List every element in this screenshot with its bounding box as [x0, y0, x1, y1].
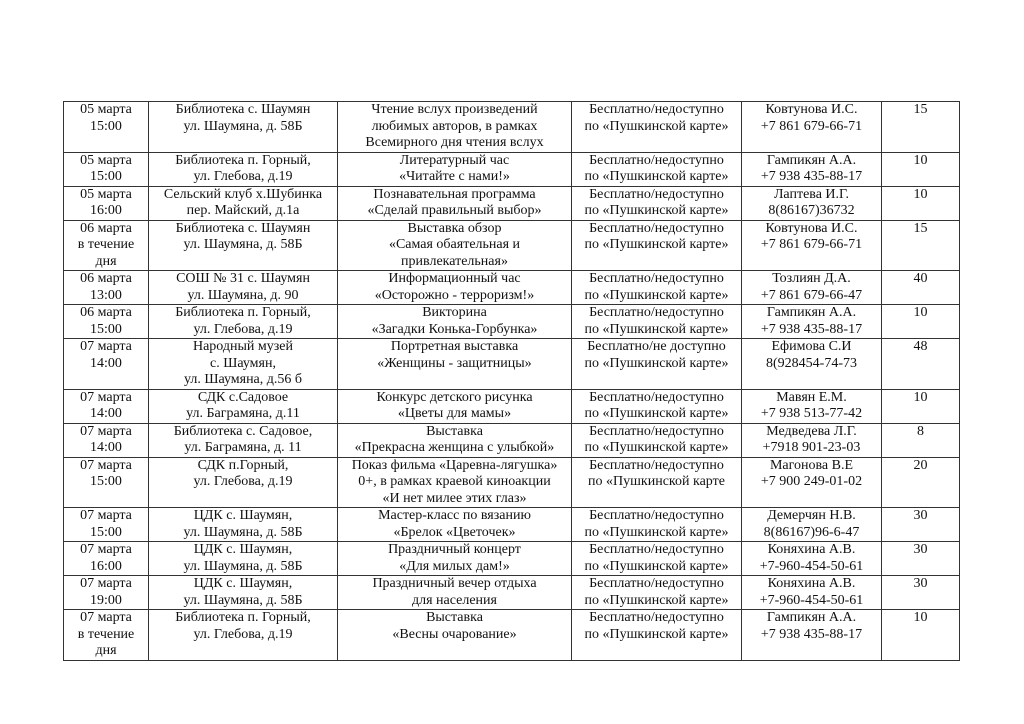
date-time-cell: 07 марта 14:00 [64, 389, 149, 423]
venue-cell: Библиотека с. Шаумян ул. Шаумяна, д. 58Б [149, 102, 338, 153]
price-cell: Бесплатно/недоступно по «Пушкинской карте» [572, 220, 742, 271]
price-cell: Бесплатно/недоступно по «Пушкинской карте [572, 457, 742, 508]
price-cell: Бесплатно/недоступно по «Пушкинской карте» [572, 152, 742, 186]
event-title-cell: Информационный час «Осторожно - терроризм!» [338, 271, 572, 305]
contact-cell: Демерчян Н.В. 8(86167)96-6-47 [742, 508, 882, 542]
venue-cell: Сельский клуб х.Шубинка пер. Майский, д.1а [149, 186, 338, 220]
date-time-cell: 05 марта 16:00 [64, 186, 149, 220]
attendance-cell: 15 [882, 102, 960, 153]
date-time-cell: 07 марта 14:00 [64, 423, 149, 457]
table-row [64, 576, 960, 610]
attendance-cell: 10 [882, 610, 960, 661]
event-title-cell: Познавательная программа «Сделай правильный выбор» [338, 186, 572, 220]
contact-cell: Ковтунова И.С. +7 861 679-66-71 [742, 102, 882, 153]
attendance-cell: 20 [882, 457, 960, 508]
venue-cell: Народный музей с. Шаумян, ул. Шаумяна, д.56 б [149, 339, 338, 390]
table-row [64, 186, 960, 220]
contact-cell: Коняхина А.В. +7-960-454-50-61 [742, 576, 882, 610]
table-row [64, 542, 960, 576]
contact-cell: Мавян Е.М. +7 938 513-77-42 [742, 389, 882, 423]
table-row [64, 305, 960, 339]
table-row [64, 508, 960, 542]
date-time-cell: 07 марта 16:00 [64, 542, 149, 576]
venue-cell: Библиотека п. Горный, ул. Глебова, д.19 [149, 305, 338, 339]
attendance-cell: 10 [882, 186, 960, 220]
attendance-cell: 30 [882, 576, 960, 610]
venue-cell: СОШ № 31 с. Шаумян ул. Шаумяна, д. 90 [149, 271, 338, 305]
event-title-cell: Выставка «Прекрасна женщина с улыбкой» [338, 423, 572, 457]
date-time-cell: 06 марта в течение дня [64, 220, 149, 271]
event-title-cell: Конкурс детского рисунка «Цветы для мамы» [338, 389, 572, 423]
venue-cell: ЦДК с. Шаумян, ул. Шаумяна, д. 58Б [149, 542, 338, 576]
event-title-cell: Портретная выставка «Женщины - защитницы» [338, 339, 572, 390]
attendance-cell: 10 [882, 305, 960, 339]
event-title-cell: Выставка обзор «Самая обаятельная и привлекательная» [338, 220, 572, 271]
price-cell: Бесплатно/недоступно по «Пушкинской карте» [572, 610, 742, 661]
price-cell: Бесплатно/не доступно по «Пушкинской карте» [572, 339, 742, 390]
attendance-cell: 30 [882, 508, 960, 542]
date-time-cell: 07 марта 19:00 [64, 576, 149, 610]
contact-cell: Гампикян А.А. +7 938 435-88-17 [742, 610, 882, 661]
table-row [64, 152, 960, 186]
table-row [64, 271, 960, 305]
attendance-cell: 10 [882, 152, 960, 186]
attendance-cell: 40 [882, 271, 960, 305]
venue-cell: Библиотека п. Горный, ул. Глебова, д.19 [149, 610, 338, 661]
price-cell: Бесплатно/недоступно по «Пушкинской карте» [572, 508, 742, 542]
event-title-cell: Выставка «Весны очарование» [338, 610, 572, 661]
event-title-cell: Показ фильма «Царевна-лягушка» 0+, в рамках краевой киноакции «И нет милее этих глаз» [338, 457, 572, 508]
price-cell: Бесплатно/недоступно по «Пушкинской карте» [572, 576, 742, 610]
event-title-cell: Литературный час «Читайте с нами!» [338, 152, 572, 186]
table-row [64, 423, 960, 457]
venue-cell: ЦДК с. Шаумян, ул. Шаумяна, д. 58Б [149, 576, 338, 610]
event-title-cell: Праздничный концерт «Для милых дам!» [338, 542, 572, 576]
contact-cell: Ковтунова И.С. +7 861 679-66-71 [742, 220, 882, 271]
event-title-cell: Викторина «Загадки Конька-Горбунка» [338, 305, 572, 339]
events-table-body [64, 102, 960, 661]
price-cell: Бесплатно/недоступно по «Пушкинской карте» [572, 102, 742, 153]
venue-cell: СДК с.Садовое ул. Баграмяна, д.11 [149, 389, 338, 423]
venue-cell: Библиотека с. Шаумян ул. Шаумяна, д. 58Б [149, 220, 338, 271]
contact-cell: Магонова В.Е +7 900 249-01-02 [742, 457, 882, 508]
price-cell: Бесплатно/недоступно по «Пушкинской карте» [572, 542, 742, 576]
price-cell: Бесплатно/недоступно по «Пушкинской карте» [572, 271, 742, 305]
price-cell: Бесплатно/недоступно по «Пушкинской карте» [572, 305, 742, 339]
event-title-cell: Праздничный вечер отдыха для населения [338, 576, 572, 610]
price-cell: Бесплатно/недоступно по «Пушкинской карте» [572, 389, 742, 423]
date-time-cell: 05 марта 15:00 [64, 152, 149, 186]
contact-cell: Коняхина А.В. +7-960-454-50-61 [742, 542, 882, 576]
date-time-cell: 07 марта 14:00 [64, 339, 149, 390]
venue-cell: СДК п.Горный, ул. Глебова, д.19 [149, 457, 338, 508]
attendance-cell: 48 [882, 339, 960, 390]
price-cell: Бесплатно/недоступно по «Пушкинской карте» [572, 423, 742, 457]
contact-cell: Ефимова С.И 8(928454-74-73 [742, 339, 882, 390]
attendance-cell: 10 [882, 389, 960, 423]
date-time-cell: 07 марта 15:00 [64, 508, 149, 542]
attendance-cell: 30 [882, 542, 960, 576]
contact-cell: Лаптева И.Г. 8(86167)36732 [742, 186, 882, 220]
event-title-cell: Мастер-класс по вязанию «Брелок «Цветочек» [338, 508, 572, 542]
date-time-cell: 07 марта в течение дня [64, 610, 149, 661]
table-row [64, 610, 960, 661]
price-cell: Бесплатно/недоступно по «Пушкинской карте» [572, 186, 742, 220]
events-table [63, 101, 960, 661]
table-row [64, 339, 960, 390]
date-time-cell: 07 марта 15:00 [64, 457, 149, 508]
contact-cell: Медведева Л.Г. +7918 901-23-03 [742, 423, 882, 457]
contact-cell: Гампикян А.А. +7 938 435-88-17 [742, 152, 882, 186]
event-title-cell: Чтение вслух произведений любимых авторов, в рамках Всемирного дня чтения вслух [338, 102, 572, 153]
table-row [64, 102, 960, 153]
venue-cell: ЦДК с. Шаумян, ул. Шаумяна, д. 58Б [149, 508, 338, 542]
contact-cell: Тозлиян Д.А. +7 861 679-66-47 [742, 271, 882, 305]
venue-cell: Библиотека с. Садовое, ул. Баграмяна, д. 11 [149, 423, 338, 457]
date-time-cell: 05 марта 15:00 [64, 102, 149, 153]
attendance-cell: 8 [882, 423, 960, 457]
contact-cell: Гампикян А.А. +7 938 435-88-17 [742, 305, 882, 339]
table-row [64, 389, 960, 423]
table-row [64, 457, 960, 508]
table-row [64, 220, 960, 271]
date-time-cell: 06 марта 15:00 [64, 305, 149, 339]
attendance-cell: 15 [882, 220, 960, 271]
date-time-cell: 06 марта 13:00 [64, 271, 149, 305]
venue-cell: Библиотека п. Горный, ул. Глебова, д.19 [149, 152, 338, 186]
